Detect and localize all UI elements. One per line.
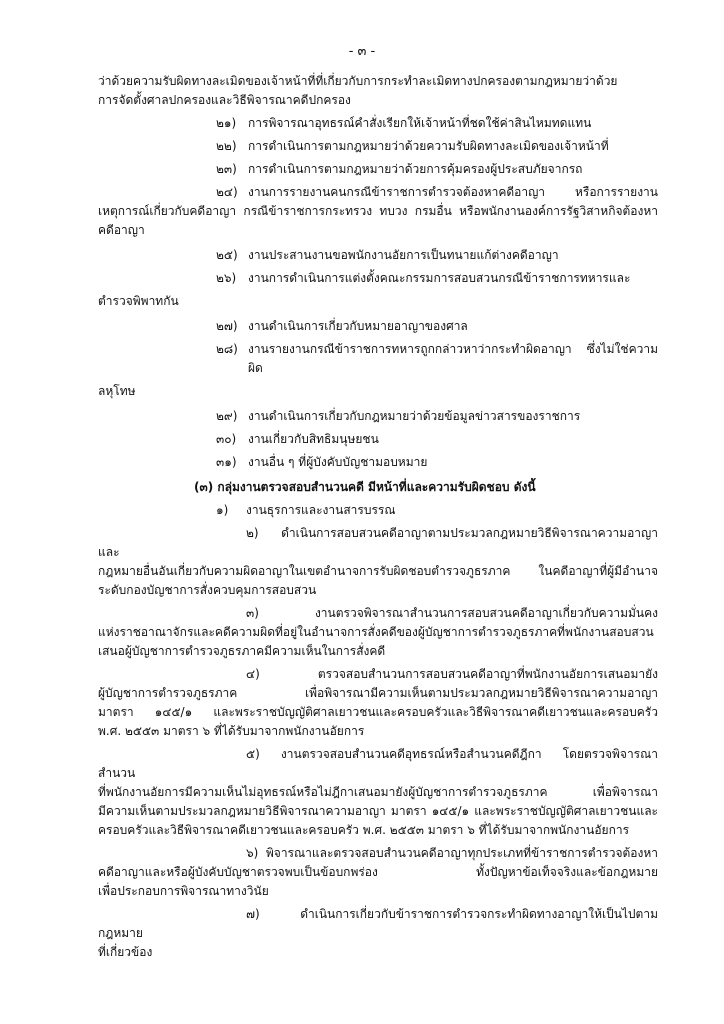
list-number: ๒๑) [216, 116, 237, 130]
paragraph-line: ๕) งานตรวจสอบสำนวนคดีอุทธรณ์หรือสำนวนคดีฎีกา โดยตรวจพิจารณาสำนวน [98, 747, 658, 780]
paragraph-line: ๔) ตรวจสอบสำนวนการสอบสวนคดีอาญาที่พนักงานอัยการเสนอมายัง [246, 667, 658, 681]
list-item-28 [98, 340, 658, 378]
paragraph-line: เสนอผู้บัญชาการตำรวจภูธรภาคมีความเห็นในการสั่งคดี [98, 644, 386, 658]
paragraph-line: มีความเห็นตามประมวลกฎหมายวิธีพิจารณาความอาญา มาตรา ๑๔๕/๑ และพระราชบัญญัติศาลเยาวชนและ [98, 804, 658, 818]
list-number: ๒๙) [216, 409, 238, 423]
list-item-22 [98, 137, 658, 156]
paragraph-line: แห่งราชอาณาจักรและคดีความผิดที่อยู่ในอำนาจการสั่งคดีของผู้บัญชาการตำรวจภูธรภาคที่พนักงานสอบสวน [98, 625, 654, 639]
paragraph-line: การจัดตั้งศาลปกครองและวิธีพิจารณาคดีปกครอง [98, 93, 351, 107]
list-text: งานประสานงานขอพนักงานอัยการเป็นทนายแก้ต่างคดีอาญา [248, 248, 559, 262]
document-body [98, 72, 658, 962]
paragraph-line: ๗) ดำเนินการเกี่ยวกับข้าราชการตำรวจกระทำผิดทางอาญาให้เป็นไปตามกฎหมาย [98, 907, 658, 940]
list-item-31 [98, 453, 658, 472]
paragraph-line: ว่าด้วยความรับผิดทางละเมิดของเจ้าหน้าที่ที่เกี่ยวกับการกระทำละเมิดทางปกครองตามกฎหมายว่าด้วย [98, 74, 618, 88]
list-text: งานอื่น ๆ ที่ผู้บังคับบัญชามอบหมาย [248, 455, 428, 469]
paragraph-line: พ.ศ. ๒๕๕๓ มาตรา ๖ ที่ได้รับมาจากพนักงานอัยการ [98, 724, 365, 738]
paragraph-line: ระดับกองบัญชาการสั่งควบคุมการสอบสวน [98, 583, 317, 597]
list-number: ๓๐) [216, 432, 237, 446]
paragraph-line: กฎหมายอื่นอันเกี่ยวกับความผิดอาญาในเขตอำนาจการรับผิดชอบตำรวจภูธรภาค ในคดีอาญาที่ผู้มีอำนาจ [98, 564, 658, 578]
paragraph-line: ครอบครัวและวิธีพิจารณาคดีเยาวชนและครอบครัว พ.ศ. ๒๕๕๓ มาตรา ๖ ที่ได้รับมาจากพนักงานอัยการ [98, 823, 630, 837]
section-heading: (๓) กลุ่มงานตรวจสอบสำนวนคดี มีหน้าที่และความรับผิดชอบ ดังนี้ [194, 480, 536, 494]
list-item-26 [98, 269, 658, 288]
paragraph-line: เหตุการณ์เกี่ยวกับคดีอาญา กรณีข้าราชการกระทรวง ทบวง กรมอื่น หรือพนักงานองค์การรัฐวิสาหกิจต้องหา [98, 204, 658, 218]
list-text: การดำเนินการตามกฎหมายว่าด้วยความรับผิดทางละเมิดของเจ้าหน้าที่ [248, 139, 609, 153]
list-number: ๒๖) [216, 271, 237, 285]
paragraph-line: ลหุโทษ [98, 384, 136, 398]
paragraph-line: ที่เกี่ยวข้อง [98, 945, 153, 959]
page-number: - ๓ - [348, 44, 376, 59]
paragraph-line: ๖) พิจารณาและตรวจสอบสำนวนคดีอาญาทุกประเภทที่ข้าราชการตำรวจต้องหา [246, 846, 658, 860]
paragraph-line: ตำรวจพิพาทกัน [98, 294, 179, 308]
list-item-21 [98, 114, 658, 133]
list-number: ๒๒) [216, 139, 237, 153]
list-text: งานรายงานกรณีข้าราชการทหารถูกกล่าวหาว่ากระทำผิดอาญา ซึ่งไม่ใช่ความผิด [248, 342, 658, 375]
paragraph-line: ผู้บัญชาการตำรวจภูธรภาค เพื่อพิจารณามีความเห็นตามประมวลกฎหมายวิธีพิจารณาความอาญา [98, 686, 658, 700]
list-text: งานดำเนินการเกี่ยวกับกฎหมายว่าด้วยข้อมูลข่าวสารของราชการ [248, 409, 581, 423]
list-item-24 [98, 183, 658, 202]
list-number: ๒๗) [216, 319, 238, 333]
list-item-30 [98, 430, 658, 449]
paragraph-line: ๓) งานตรวจพิจารณาสำนวนการสอบสวนคดีอาญาเกี่ยวกับความมั่นคง [246, 606, 658, 620]
list-number: ๑) [216, 503, 229, 517]
list-number: ๒๓) [216, 162, 237, 176]
paragraph-line: คดีอาญาและหรือผู้บังคับบัญชาตรวจพบเป็นข้อบกพร่อง ทั้งปัญหาข้อเท็จจริงและข้อกฎหมาย [98, 865, 658, 879]
list-item-29 [98, 407, 658, 426]
list-text: การพิจารณาอุทธรณ์คำสั่งเรียกให้เจ้าหน้าที่ชดใช้ค่าสินไหมทดแทน [248, 116, 592, 130]
paragraph-line: มาตรา ๑๔๕/๑ และพระราชบัญญัติศาลเยาวชนและครอบครัวและวิธีพิจารณาคดีเยาวชนและครอบครัว [98, 705, 658, 719]
list-number: ๒๘) [216, 342, 238, 356]
paragraph-line: ที่พนักงานอัยการมีความเห็นไม่อุทธรณ์หรือไม่ฎีกาเสนอมายังผู้บัญชาการตำรวจภูธรภาค เพื่อพิจารณา [98, 785, 658, 799]
paragraph-line: ๒) ดำเนินการสอบสวนคดีอาญาตามประมวลกฎหมายวิธีพิจารณาความอาญาและ [98, 526, 658, 559]
paragraph-line: คดีอาญา [98, 223, 145, 237]
list-text: งานการรายงานคนกรณีข้าราชการตำรวจต้องหาคดีอาญา หรือการรายงาน [248, 185, 658, 199]
list-text: งานการดำเนินการแต่งตั้งคณะกรรมการสอบสวนกรณีข้าราชการทหารและ [248, 271, 631, 285]
list-text: งานเกี่ยวกับสิทธิมนุษยชน [248, 432, 379, 446]
list-number: ๒๕) [216, 248, 238, 262]
list-item-27 [98, 317, 658, 336]
list-text: งานดำเนินการเกี่ยวกับหมายอาญาของศาล [248, 319, 468, 333]
list-text: การดำเนินการตามกฎหมายว่าด้วยการคุ้มครองผู้ประสบภัยจากรถ [248, 162, 583, 176]
list-number: ๓๑) [216, 455, 237, 469]
list-item-25 [98, 246, 658, 265]
list-number: ๒๔) [216, 185, 238, 199]
sub-item-1 [98, 501, 658, 520]
paragraph-line: เพื่อประกอบการพิจารณาทางวินัย [98, 884, 269, 898]
list-item-23 [98, 160, 658, 179]
list-text: งานธุรการและงานสารบรรณ [246, 503, 396, 517]
